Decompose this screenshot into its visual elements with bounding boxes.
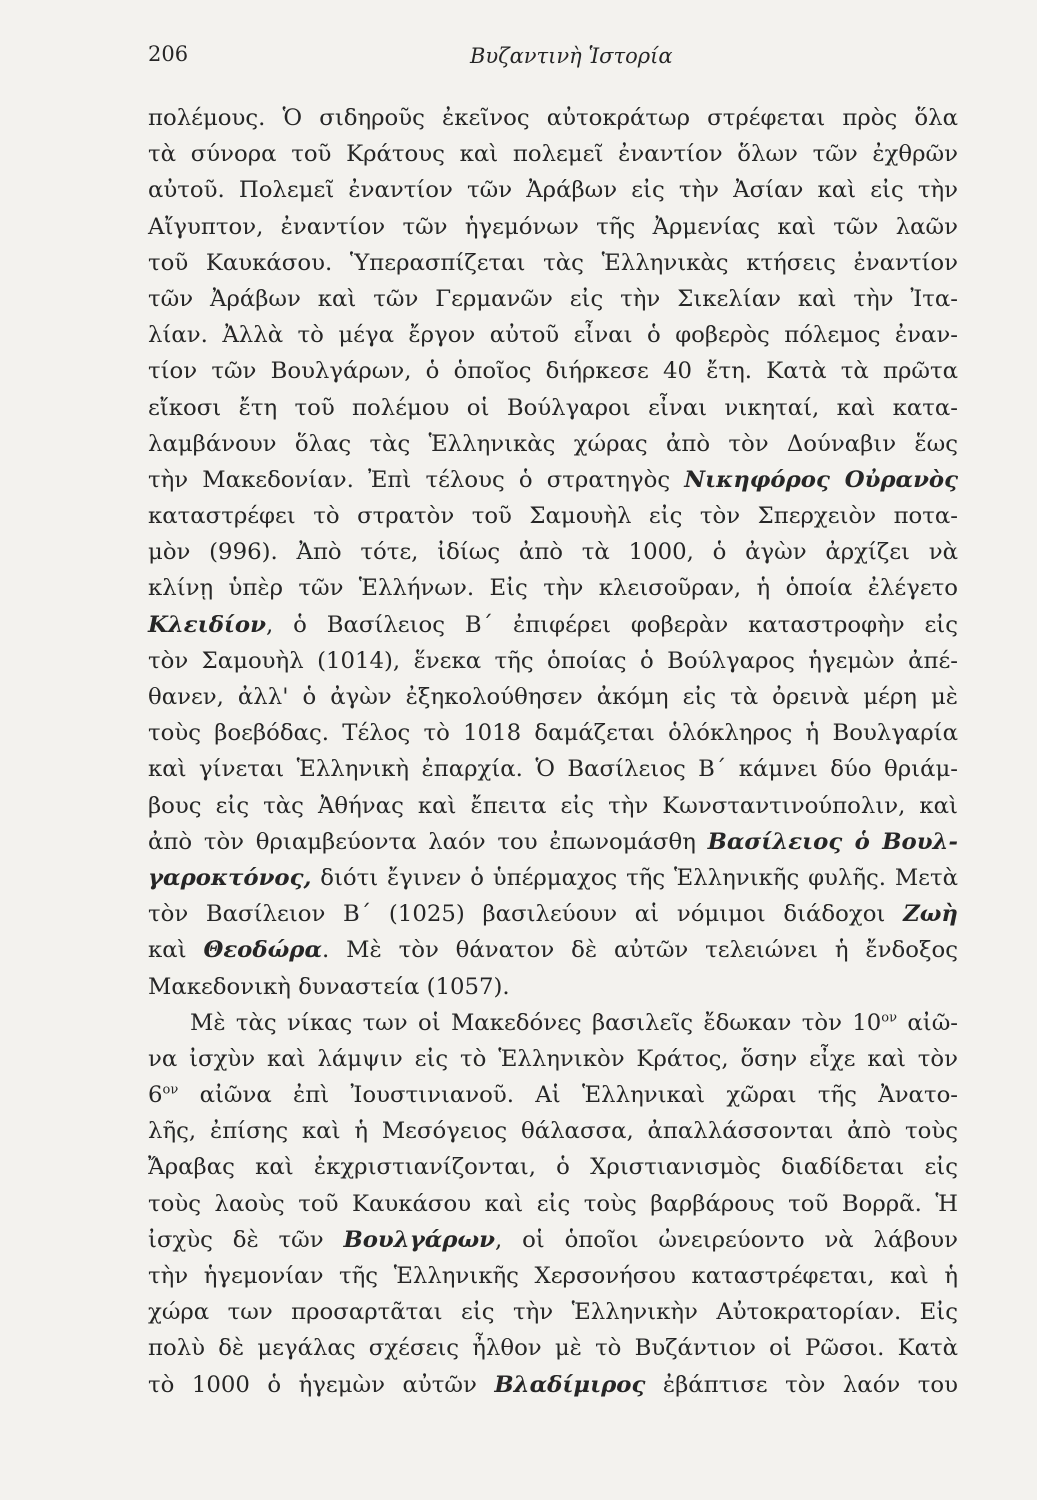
text-line: καταστρέφει τὸ στρατὸν τοῦ Σαμουὴλ εἰς τὸν Σπερχειὸν ποτα- — [148, 503, 958, 530]
text-line: λαμβάνουν ὅλας τὰς Ἑλληνικὰς χώρας ἀπὸ τὸν Δούναβιν ἕως — [148, 430, 958, 457]
text-line: τὰ σύνορα τοῦ Κράτους καὶ πολεμεῖ ἐναντίον ὅλων τῶν ἐχθρῶν — [148, 141, 958, 168]
page-number: 206 — [148, 42, 189, 66]
emphasized-name: Βουλγάρων — [343, 1226, 495, 1253]
text-line — [148, 860, 958, 896]
text-run: αἰῶνα ἐπὶ Ἰουστινιανοῦ. Αἱ Ἑλληνικαὶ χῶραι τῆς Ἀνατο- — [178, 1082, 958, 1109]
text-run: Μὲ τὰς νίκας των οἱ Μακεδόνες βασιλεῖς ἔδωκαν τὸν 10 — [190, 1009, 882, 1036]
paragraph-1 — [148, 100, 958, 1005]
emphasized-name: γαροκτόνος, — [148, 864, 312, 891]
ordinal-suffix: ον — [162, 1082, 179, 1098]
text-run: αἰῶ- — [897, 1009, 958, 1036]
text-line: τίον τῶν Βουλγάρων, ὁ ὁποῖος διήρκεσε 40 ἔτη. Κατὰ τὰ πρῶτα — [148, 358, 958, 385]
text-line: τοὺς βοεβόδας. Τέλος τὸ 1018 δαμάζεται ὁλόκληρος ἡ Βουλγαρία — [148, 720, 958, 747]
text-line: λῆς, ἐπίσης καὶ ἡ Μεσόγειος θάλασσα, ἀπαλλάσσονται ἀπὸ τοὺς — [148, 1118, 958, 1145]
emphasized-name: Κλειδίον — [148, 611, 266, 638]
text-line: μὸν (996). Ἀπὸ τότε, ἰδίως ἀπὸ τὰ 1000, ὁ ἀγὼν ἀρχίζει νὰ — [148, 539, 958, 566]
text-line: τοῦ Καυκάσου. Ὑπερασπίζεται τὰς Ἑλληνικὰς κτήσεις ἐναντίον — [148, 249, 958, 276]
text-line: Αἴγυπτον, ἐναντίον τῶν ἡγεμόνων τῆς Ἀρμενίας καὶ τῶν λαῶν — [148, 213, 958, 240]
text-line: βους εἰς τὰς Ἀθήνας καὶ ἔπειτα εἰς τὴν Κωνσταντινούπολιν, καὶ — [148, 792, 958, 819]
text-line: αὐτοῦ. Πολεμεῖ ἐναντίον τῶν Ἀράβων εἰς τὴν Ἀσίαν καὶ εἰς τὴν — [148, 177, 958, 204]
paragraph-2 — [148, 1005, 958, 1403]
text-line: τοὺς λαοὺς τοῦ Καυκάσου καὶ εἰς τοὺς βαρβάρους τοῦ Βορρᾶ. Ἡ — [148, 1190, 958, 1217]
text-line — [148, 932, 958, 968]
page-header — [148, 38, 958, 78]
text-line: λίαν. Ἀλλὰ τὸ μέγα ἔργον αὐτοῦ εἶναι ὁ φοβερὸς πόλεμος ἐναν- — [148, 322, 958, 349]
text-line: θανεν, ἀλλ' ὁ ἀγὼν ἐξηκολούθησεν ἀκόμη εἰς τὰ ὀρεινὰ μέρη μὲ — [148, 684, 958, 710]
text-line — [148, 1367, 958, 1403]
text-run: , ὁ Βασίλειος Β΄ ἐπιφέρει φοβερὰν καταστροφὴν εἰς — [265, 611, 958, 638]
text-line: Μακεδονικὴ δυναστεία (1057). — [148, 973, 510, 1000]
text-run: τὸν Βασίλειον Β΄ (1025) βασιλεύουν αἱ νόμιμοι διάδοχοι — [148, 901, 904, 928]
text-run: ἰσχὺς δὲ τῶν — [148, 1226, 344, 1253]
emphasized-name: Νικηφόρος Οὐρανὸς — [684, 466, 958, 493]
text-line — [148, 1005, 958, 1041]
text-line — [148, 1222, 958, 1258]
text-line: πολέμους. Ὁ σιδηροῦς ἐκεῖνος αὐτοκράτωρ στρέφεται πρὸς ὅλα — [148, 105, 958, 131]
text-line: κλίνῃ ὑπὲρ τῶν Ἑλλήνων. Εἰς τὴν κλεισοῦραν, ἡ ὁποία ἐλέγετο — [148, 575, 958, 602]
text-line: τὸν Σαμουὴλ (1014), ἕνεκα τῆς ὁποίας ὁ Βούλγαρος ἡγεμὼν ἀπέ- — [148, 647, 958, 674]
text-line: καὶ γίνεται Ἑλληνικὴ ἐπαρχία. Ὁ Βασίλειος Β΄ κάμνει δύο θριάμ- — [148, 756, 958, 783]
text-line: χώρα των προσαρτᾶται εἰς τὴν Ἑλληνικὴν Αὐτοκρατορίαν. Εἰς — [148, 1299, 958, 1326]
emphasized-name: Θεοδώρα — [203, 937, 323, 964]
text-line: να ἰσχὺν καὶ λάμψιν εἰς τὸ Ἑλληνικὸν Κράτος, ὅσην εἶχε καὶ τὸν — [148, 1045, 958, 1072]
text-run: τὸ 1000 ὁ ἡγεμὼν αὐτῶν — [148, 1371, 495, 1398]
text-run: ἀπὸ τὸν θριαμβεύοντα λαόν του ἐπωνομάσθη — [148, 828, 708, 855]
text-run: . Μὲ τὸν θάνατον δὲ αὐτῶν τελειώνει ἡ ἔνδοξος — [322, 937, 958, 964]
text-run: 6 — [148, 1082, 163, 1109]
text-line — [148, 607, 958, 643]
page-body — [148, 100, 958, 1403]
text-run: ἐβάπτισε τὸν λαόν του — [645, 1371, 959, 1398]
text-line — [148, 462, 958, 498]
text-run: , οἱ ὁποῖοι ὠνειρεύοντο νὰ λάβουν — [495, 1226, 958, 1253]
text-run: καὶ — [148, 937, 204, 964]
text-line — [148, 824, 958, 860]
emphasized-name: Ζωὴ — [903, 901, 958, 928]
text-line — [148, 1077, 958, 1113]
text-run: διότι ἔγινεν ὁ ὑπέρμαχος τῆς Ἑλληνικῆς φυλῆς. Μετὰ — [311, 864, 958, 891]
text-run: τὴν Μακεδονίαν. Ἐπὶ τέλους ὁ στρατηγὸς — [148, 466, 685, 493]
text-line: εἴκοσι ἔτη τοῦ πολέμου οἱ Βούλγαροι εἶναι νικηταί, καὶ κατα- — [148, 394, 958, 421]
running-title: Βυζαντινὴ Ἱστορία — [470, 44, 673, 68]
text-line: πολὺ δὲ μεγάλας σχέσεις ἦλθον μὲ τὸ Βυζάντιον οἱ Ρῶσοι. Κατὰ — [148, 1335, 958, 1362]
emphasized-name: Βασίλειος ὁ Βουλ- — [707, 828, 958, 855]
text-line — [148, 896, 958, 932]
text-line: Ἄραβας καὶ ἐκχριστιανίζονται, ὁ Χριστιανισμὸς διαδίδεται εἰς — [148, 1154, 958, 1181]
ordinal-suffix: ον — [881, 1010, 898, 1026]
text-line: τῶν Ἀράβων καὶ τῶν Γερμανῶν εἰς τὴν Σικελίαν καὶ τὴν Ἰτα- — [148, 285, 958, 312]
text-line: τὴν ἡγεμονίαν τῆς Ἑλληνικῆς Χερσονήσου καταστρέφεται, καὶ ἡ — [148, 1263, 958, 1289]
emphasized-name: Βλαδίμιρος — [494, 1371, 646, 1398]
